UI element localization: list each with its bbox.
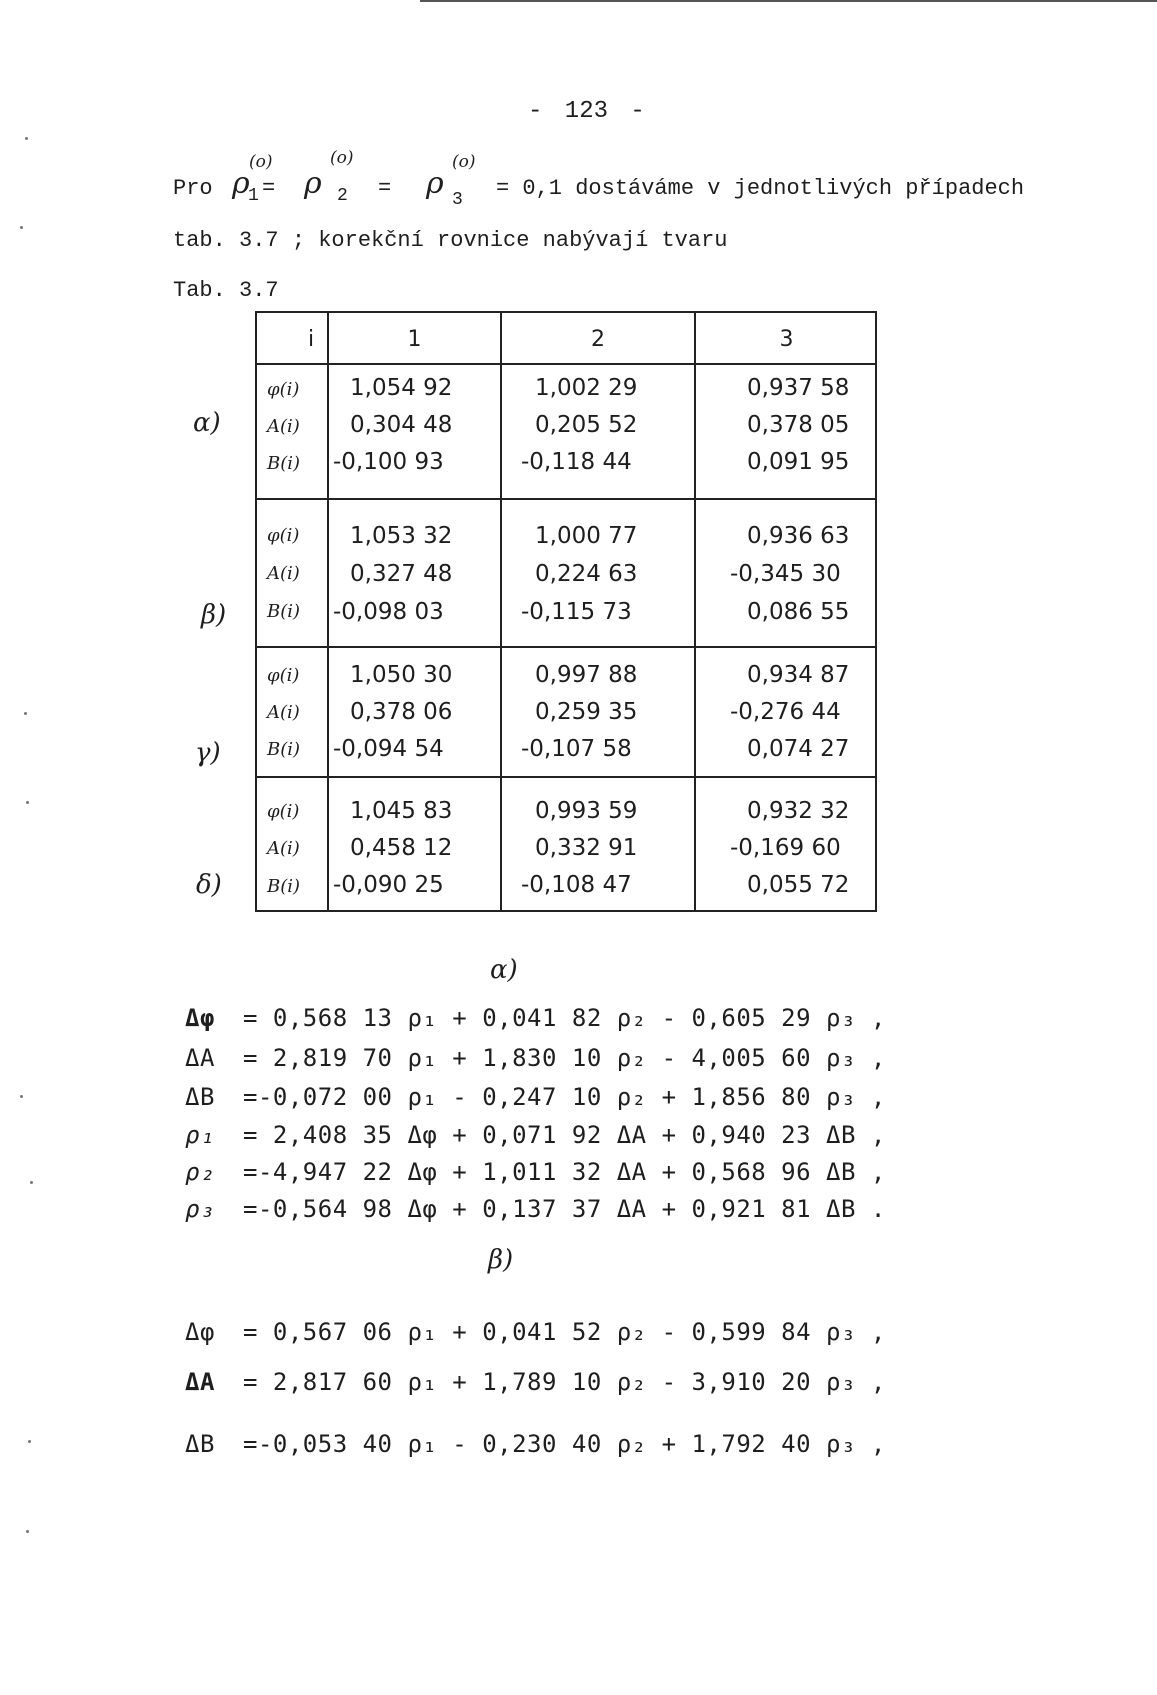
rho-3-superscript: (o) (452, 152, 476, 172)
rho-1-symbol: ρ (232, 166, 250, 201)
rho-3-subscript: 3 (452, 190, 463, 210)
row-label-a: A(i) (267, 563, 300, 584)
table-cell: 0,327 48 (350, 561, 453, 587)
data-table (255, 311, 877, 912)
header-i: i (307, 327, 315, 352)
margin-speck (20, 226, 23, 229)
table-cell: 0,936 63 (747, 523, 850, 549)
table-cell: -0,345 30 (730, 561, 841, 587)
row-label-b: B(i) (267, 739, 301, 760)
equation-lhs: ΔB (185, 1430, 215, 1458)
table-cell: 0,074 27 (747, 736, 850, 762)
row-label-phi: φ(i) (267, 801, 300, 822)
row-label-b: B(i) (267, 453, 301, 474)
intro-equals-1: = (262, 176, 276, 201)
margin-speck (30, 1181, 33, 1184)
equation-lhs: Δφ (185, 1004, 215, 1032)
table-cell: -0,100 93 (333, 449, 444, 475)
top-edge-line (420, 0, 1157, 2)
table-cell: 0,086 55 (747, 599, 850, 625)
column-divider (500, 313, 502, 910)
equation-lhs: ΔA (185, 1044, 215, 1072)
rho-1-subscript: 1 (248, 186, 259, 206)
row-label-phi: φ(i) (267, 665, 300, 686)
equation-lhs: ρ₁ (185, 1121, 215, 1149)
intro-rest: = 0,1 dostáváme v jednotlivých případech (496, 176, 1025, 201)
equation-rhs: = 0,567 06 ρ₁ + 0,041 52 ρ₂ - 0,599 84 ρ₃ , (243, 1318, 886, 1346)
equation-line (185, 1318, 886, 1346)
margin-speck (28, 1440, 31, 1443)
margin-speck (24, 712, 27, 715)
rho-3-symbol: ρ (426, 166, 444, 201)
margin-speck (20, 1095, 23, 1098)
rho-1-superscript: (o) (249, 152, 273, 172)
equation-rhs: = 2,817 60 ρ₁ + 1,789 10 ρ₂ - 3,910 20 ρ₃ , (243, 1368, 886, 1396)
table-cell: 0,934 87 (747, 662, 850, 688)
margin-speck (26, 801, 29, 804)
table-cell: 1,054 92 (350, 375, 453, 401)
equation-line (185, 1121, 886, 1149)
header-col-2: 2 (591, 327, 605, 352)
row-divider (257, 363, 875, 365)
group-label-gamma: γ) (195, 738, 221, 768)
table-cell: 1,053 32 (350, 523, 453, 549)
rho-2-superscript: (o) (330, 148, 354, 168)
page-number: - 123 - (528, 98, 645, 125)
rho-2-subscript: 2 (337, 186, 348, 206)
table-cell: -0,115 73 (521, 599, 632, 625)
rho-2-symbol: ρ (304, 166, 322, 201)
group-label-delta: δ) (196, 870, 222, 900)
table-cell: 0,378 06 (350, 699, 453, 725)
row-label-b: B(i) (267, 876, 301, 897)
table-cell: -0,118 44 (521, 449, 632, 475)
table-cell: -0,108 47 (521, 872, 632, 898)
table-cell: 0,937 58 (747, 375, 850, 401)
table-cell: 0,205 52 (535, 412, 638, 438)
equation-rhs: =-0,564 98 Δφ + 0,137 37 ΔA + 0,921 81 ΔB . (243, 1195, 886, 1223)
table-cell: -0,094 54 (333, 736, 444, 762)
equation-line (185, 1195, 886, 1223)
equation-line (185, 1004, 886, 1032)
equation-rhs: =-4,947 22 Δφ + 1,011 32 ΔA + 0,568 96 ΔB , (243, 1158, 886, 1186)
row-label-b: B(i) (267, 601, 301, 622)
equation-lhs: ΔB (185, 1083, 215, 1111)
table-cell: 0,997 88 (535, 662, 638, 688)
equation-lhs: ρ₂ (185, 1158, 215, 1186)
row-divider (257, 776, 875, 778)
equation-line (185, 1368, 886, 1396)
intro-line-2: tab. 3.7 ; korekční rovnice nabývají tvaru (173, 228, 728, 253)
intro-prefix: Pro (173, 176, 213, 201)
group-label-beta: β) (201, 600, 227, 630)
row-label-phi: φ(i) (267, 379, 300, 400)
row-label-a: A(i) (267, 838, 300, 859)
group-label-alpha: α) (193, 408, 221, 438)
header-col-3: 3 (779, 327, 794, 352)
equation-lhs: ΔA (185, 1368, 215, 1396)
margin-speck (26, 1530, 29, 1533)
table-cell: 0,332 91 (535, 835, 638, 861)
table-cell: 0,304 48 (350, 412, 453, 438)
table-cell: 0,091 95 (747, 449, 850, 475)
table-cell: 0,259 35 (535, 699, 638, 725)
table-cell: 1,002 29 (535, 375, 638, 401)
equation-lhs: Δφ (185, 1318, 215, 1346)
section-label-beta: β) (488, 1245, 514, 1275)
row-label-a: A(i) (267, 416, 300, 437)
table-cell: 0,224 63 (535, 561, 638, 587)
row-label-a: A(i) (267, 702, 300, 723)
table-cell: -0,107 58 (521, 736, 632, 762)
equation-line (185, 1044, 886, 1072)
table-cell: 0,378 05 (747, 412, 850, 438)
equation-line (185, 1158, 886, 1186)
table-cell: -0,098 03 (333, 599, 444, 625)
equation-line (185, 1083, 886, 1111)
section-label-alpha: α) (490, 955, 518, 985)
table-cell: 1,000 77 (535, 523, 638, 549)
intro-equals-2: = (378, 176, 392, 201)
table-cell: -0,276 44 (730, 699, 841, 725)
table-cell: -0,169 60 (730, 835, 841, 861)
table-cell: 1,045 83 (350, 798, 453, 824)
column-divider (327, 313, 329, 910)
table-cell: 0,993 59 (535, 798, 638, 824)
margin-speck (25, 137, 28, 140)
header-col-1: 1 (407, 327, 422, 352)
equation-rhs: =-0,072 00 ρ₁ - 0,247 10 ρ₂ + 1,856 80 ρ₃ , (243, 1083, 886, 1111)
row-divider (257, 498, 875, 500)
table-cell: -0,090 25 (333, 872, 444, 898)
column-divider (694, 313, 696, 910)
equation-line (185, 1430, 886, 1458)
row-divider (257, 646, 875, 648)
equation-lhs: ρ₃ (185, 1195, 215, 1223)
table-cell: 0,055 72 (747, 872, 850, 898)
table-cell: 0,458 12 (350, 835, 453, 861)
table-cell: 0,932 32 (747, 798, 850, 824)
row-label-phi: φ(i) (267, 525, 300, 546)
equation-rhs: =-0,053 40 ρ₁ - 0,230 40 ρ₂ + 1,792 40 ρ₃ , (243, 1430, 886, 1458)
equation-rhs: = 2,408 35 Δφ + 0,071 92 ΔA + 0,940 23 ΔB , (243, 1121, 886, 1149)
table-title: Tab. 3.7 (173, 278, 279, 303)
equation-rhs: = 2,819 70 ρ₁ + 1,830 10 ρ₂ - 4,005 60 ρ₃ , (243, 1044, 886, 1072)
table-cell: 1,050 30 (350, 662, 453, 688)
equation-rhs: = 0,568 13 ρ₁ + 0,041 82 ρ₂ - 0,605 29 ρ₃ , (243, 1004, 886, 1032)
